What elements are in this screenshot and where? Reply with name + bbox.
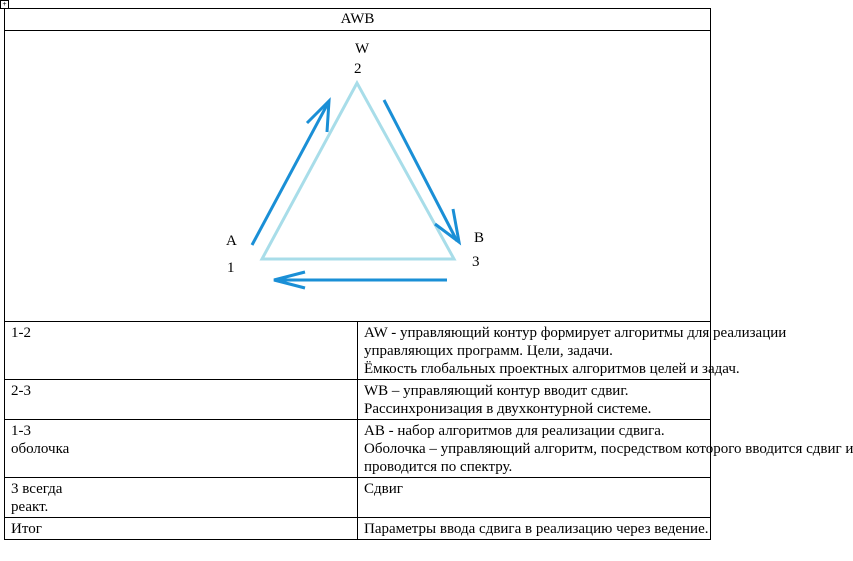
title-row bbox=[5, 9, 711, 31]
row-description-cell bbox=[358, 518, 711, 540]
row-key-text: оболочка bbox=[11, 441, 70, 457]
vertex-b-letter: B bbox=[474, 230, 485, 246]
row-description-text: Ёмкость глобальных проектных алгоритмов целей и задач. bbox=[364, 361, 740, 377]
vertex-w-number: 2 bbox=[354, 61, 362, 77]
diagram-cell bbox=[5, 31, 711, 322]
row-description-text: управляющих программ. Цели, задачи. bbox=[364, 343, 613, 359]
row-description-text: Рассинхронизация в двухконтурной системе. bbox=[364, 401, 652, 417]
table-row bbox=[5, 380, 711, 420]
arrow-a-to-w bbox=[252, 101, 329, 245]
row-description-cell bbox=[358, 478, 711, 518]
row-key-text: реакт. bbox=[11, 499, 49, 515]
row-key-text: 2-3 bbox=[11, 383, 31, 399]
table-row bbox=[5, 478, 711, 518]
row-key-cell bbox=[5, 518, 358, 540]
row-key-text: 1-3 bbox=[11, 423, 31, 439]
vertex-a-letter: A bbox=[226, 233, 237, 249]
diagram-row bbox=[5, 31, 711, 322]
row-key-text: 1-2 bbox=[11, 325, 31, 341]
row-description-text: Оболочка – управляющий алгоритм, посредством которого вводится сдвиг и bbox=[364, 441, 853, 457]
row-description-cell bbox=[358, 380, 711, 420]
vertex-b-number: 3 bbox=[472, 254, 480, 270]
row-description-text: АВ - набор алгоритмов для реализации сдвига. bbox=[364, 423, 665, 439]
row-key-text: Итог bbox=[11, 521, 42, 537]
row-description-text: WB – управляющий контур вводит сдвиг. bbox=[364, 383, 629, 399]
row-key-cell bbox=[5, 322, 358, 380]
vertex-w-letter: W bbox=[355, 41, 370, 57]
row-description-cell bbox=[358, 420, 853, 478]
awb-triangle-diagram bbox=[5, 31, 712, 321]
row-description-text: Сдвиг bbox=[364, 481, 403, 497]
row-description-text: AW - управляющий контур формирует алгоритмы для реализации bbox=[364, 325, 787, 341]
table-row bbox=[5, 420, 711, 478]
awb-table bbox=[4, 8, 853, 540]
row-key-cell bbox=[5, 478, 358, 518]
row-key-cell bbox=[5, 380, 358, 420]
row-description-text: проводится по спектру. bbox=[364, 459, 513, 475]
vertex-a-number: 1 bbox=[227, 260, 235, 276]
arrow-b-to-a bbox=[274, 272, 447, 288]
row-key-cell bbox=[5, 420, 358, 478]
table-row bbox=[5, 322, 711, 380]
table-body bbox=[5, 322, 853, 540]
table-move-handle[interactable]: + bbox=[0, 0, 9, 9]
row-description-text: Параметры ввода сдвига в реализацию через ведение. bbox=[364, 521, 709, 537]
table-title: AWB bbox=[5, 9, 711, 31]
row-description-cell bbox=[358, 322, 787, 380]
arrow-w-to-b bbox=[384, 100, 459, 242]
row-key-text: 3 всегда bbox=[11, 481, 63, 497]
table-row bbox=[5, 518, 711, 540]
